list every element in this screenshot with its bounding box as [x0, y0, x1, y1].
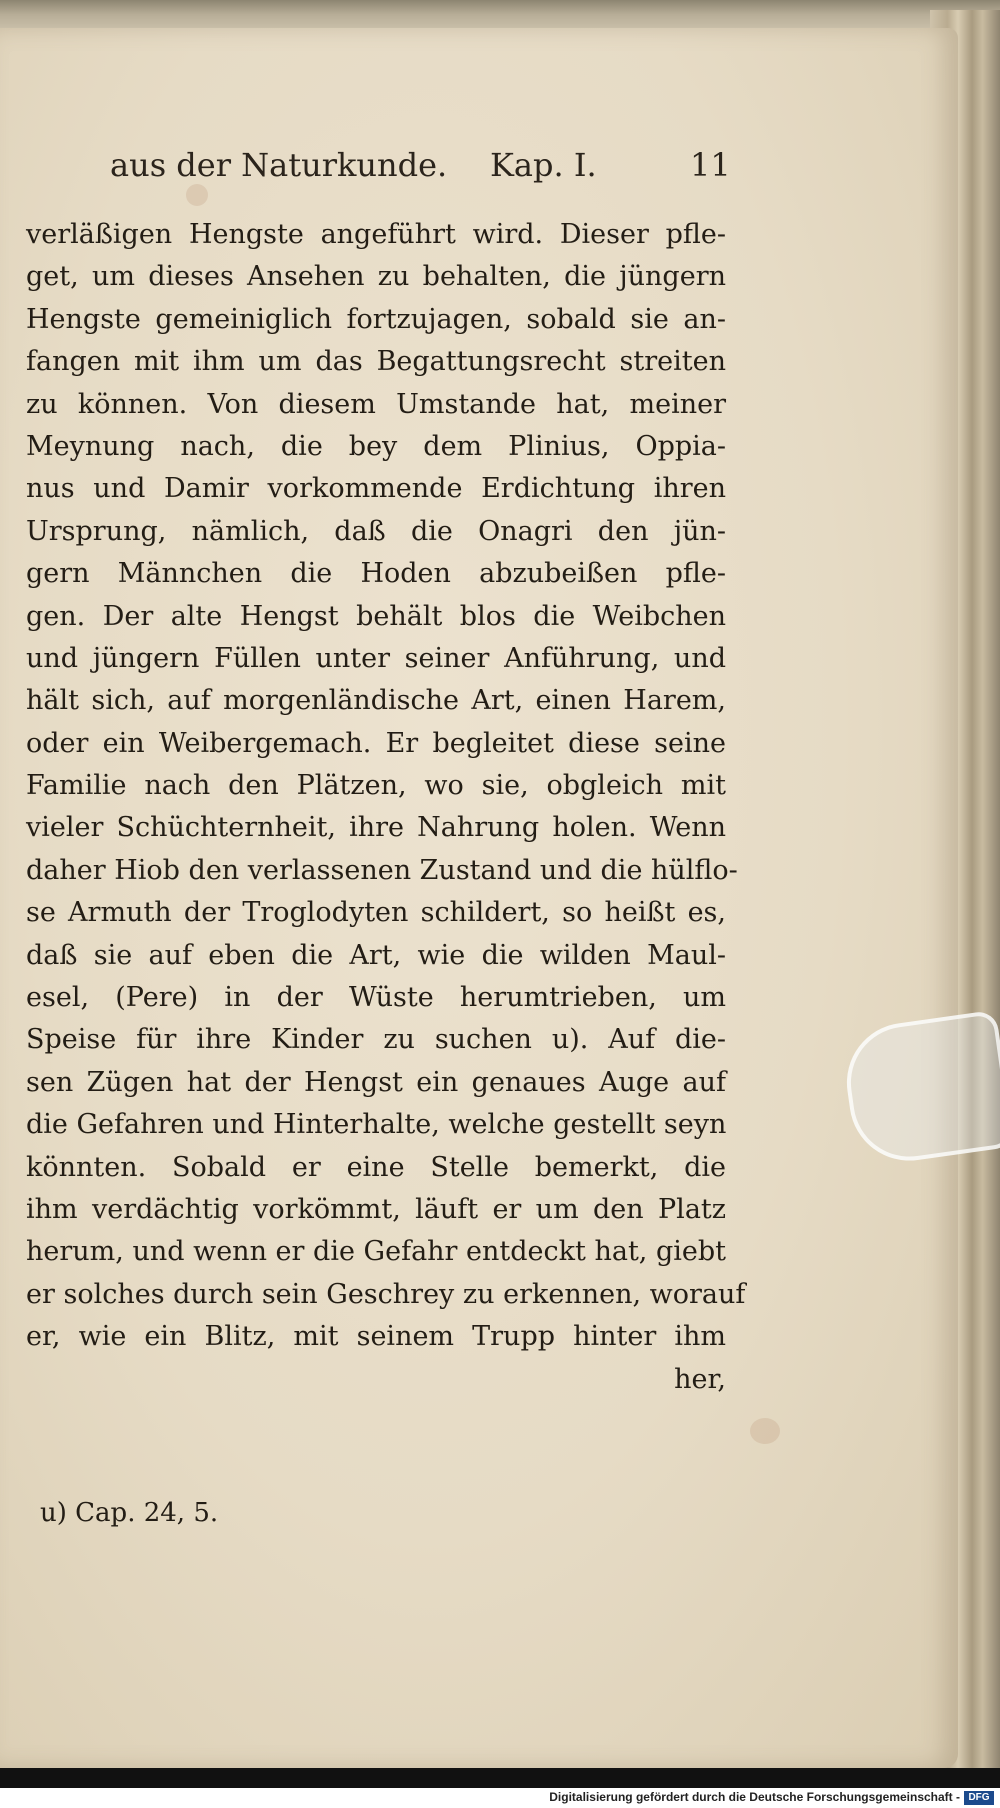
text-line: fangen mit ihm um das Begattungsrecht streiten	[26, 346, 726, 378]
text-line: daher Hiob den verlassenen Zustand und die hülflo-	[26, 854, 738, 886]
running-head-chapter: Kap. I.	[490, 146, 597, 184]
text-line: se Armuth der Troglodyten schildert, so heißt es,	[26, 897, 726, 929]
text-line: die Gefahren und Hinterhalte, welche gestellt seyn	[26, 1109, 727, 1141]
digitization-credit-bar	[0, 1788, 1000, 1808]
text-line: vieler Schüchternheit, ihre Nahrung holen. Wenn	[26, 812, 726, 844]
text-line: verläßigen Hengste angeführt wird. Dieser pfle-	[26, 219, 726, 250]
text-line: esel, (Pere) in der Wüste herumtrieben, um	[26, 982, 726, 1014]
running-head-title: aus der Naturkunde.	[110, 146, 448, 184]
text-line: und jüngern Füllen unter seiner Anführung, und	[26, 642, 726, 674]
text-line: Hengste gemeiniglich fortzujagen, sobald sie an-	[26, 303, 726, 335]
text-line: Meynung nach, die bey dem Plinius, Oppia-	[26, 430, 726, 462]
text-line: zu können. Von diesem Umstande hat, meiner	[26, 388, 726, 420]
footnote: u) Cap. 24, 5.	[40, 1498, 219, 1528]
text-line: gen. Der alte Hengst behält blos die Weibchen	[26, 600, 726, 632]
text-line: Ursprung, nämlich, daß die Onagri den jün-	[26, 515, 726, 547]
text-line: herum, und wenn er die Gefahr entdeckt hat, giebt	[26, 1236, 726, 1268]
text-line: daß sie auf eben die Art, wie die wilden Maul-	[26, 939, 726, 971]
text-line: hält sich, auf morgenländische Art, einen Harem,	[26, 685, 726, 717]
text-line: oder ein Weibergemach. Er begleitet diese seine	[26, 727, 726, 759]
text-line: Familie nach den Plätzen, wo sie, obgleich mit	[26, 770, 726, 802]
credit-text: Digitalisierung gefördert durch die Deutsche Forschungsgemeinschaft -	[549, 1790, 960, 1804]
text-line: ihm verdächtig vorkömmt, läuft er um den Platz	[26, 1193, 726, 1225]
text-line: er solches durch sein Geschrey zu erkennen, worauf	[26, 1278, 746, 1310]
scan-bottom-shadow	[0, 1768, 1000, 1788]
body-text	[26, 214, 746, 1401]
text-line: nus und Damir vorkommende Erdichtung ihren	[26, 473, 726, 505]
catchword: her,	[674, 1363, 726, 1395]
text-line: könnten. Sobald er eine Stelle bemerkt, die	[26, 1151, 726, 1183]
text-line: get, um dieses Ansehen zu behalten, die jüngern	[26, 261, 726, 293]
paper-stain	[750, 1418, 780, 1444]
page-number: 11	[690, 146, 731, 184]
text-line: Speise für ihre Kinder zu suchen u). Auf die-	[26, 1024, 726, 1056]
running-head	[110, 140, 730, 190]
dfg-logo: DFG	[964, 1791, 994, 1805]
text-line: sen Zügen hat der Hengst ein genaues Auge auf	[26, 1066, 726, 1098]
text-line: gern Männchen die Hoden abzubeißen pfle-	[26, 558, 726, 590]
text-line: er, wie ein Blitz, mit seinem Trupp hinter ihm	[26, 1321, 726, 1353]
